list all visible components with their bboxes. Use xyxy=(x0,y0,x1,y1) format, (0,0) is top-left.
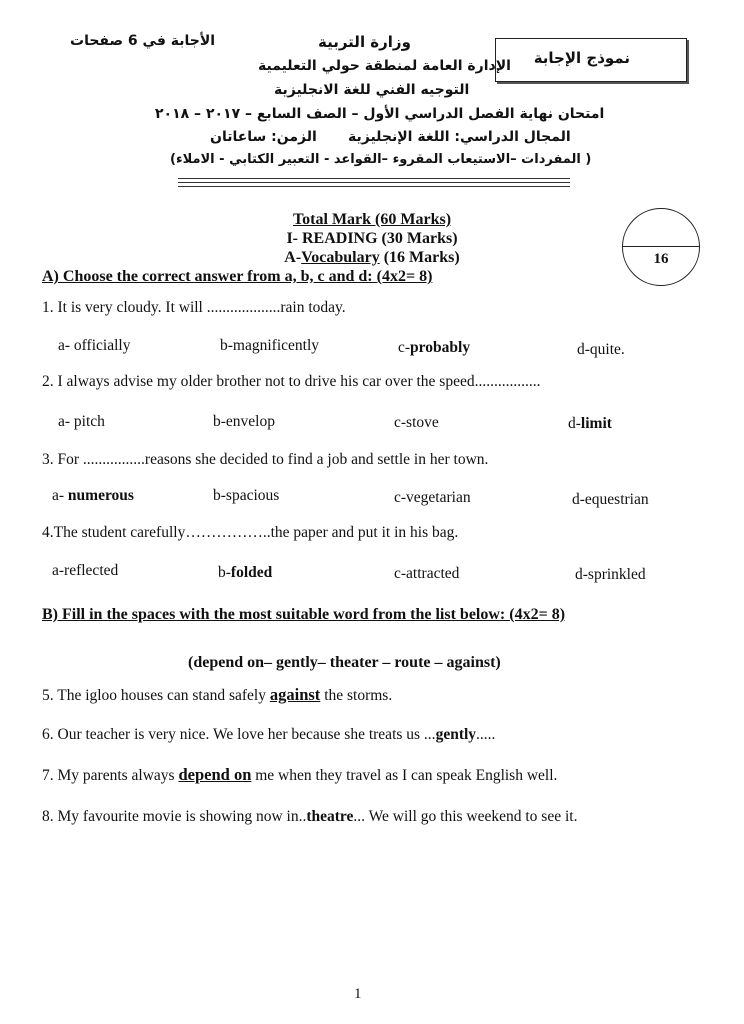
q1-option-c: c-probably xyxy=(398,339,471,356)
sentence-7: 7. My parents always depend on me when they travel as I can speak English well. xyxy=(42,765,558,784)
answer-depend-on: depend on xyxy=(178,765,252,784)
q3-option-b: b-spacious xyxy=(213,487,280,504)
header-divider-2 xyxy=(178,182,570,183)
header-divider-1 xyxy=(178,178,570,179)
sentence-8: 8. My favourite movie is showing now in..theatre... We will go this weekend to see it. xyxy=(42,808,578,825)
exam-subject: المجال الدراسي: اللغة الإنجليزية xyxy=(348,129,571,145)
question-2: 2. I always advise my older brother not to drive his car over the speed................. xyxy=(42,373,541,390)
q1-option-a: a- officially xyxy=(58,337,131,354)
q3-option-c: c-vegetarian xyxy=(394,489,471,506)
answer-pages-note: الأجابة في 6 صفحات xyxy=(70,33,216,49)
supervision-name: التوجيه الفني للغة الانجليزية xyxy=(274,82,470,98)
section-b-heading: B) Fill in the spaces with the most suitable word from the list below: (4x2= 8) xyxy=(42,606,566,623)
sentence-6: 6. Our teacher is very nice. We love her because she treats us ...gently..... xyxy=(42,726,496,743)
q3-option-d: d-equestrian xyxy=(572,491,649,508)
q1-option-b: b-magnificently xyxy=(220,337,320,354)
directorate-name: الإدارة العامة لمنطقة حولي التعليمية xyxy=(258,58,511,74)
answer-against: against xyxy=(269,685,321,704)
score-circle xyxy=(622,208,700,286)
page-number: 1 xyxy=(354,986,362,1002)
q4-option-a: a-reflected xyxy=(52,562,119,579)
question-1: 1. It is very cloudy. It will ...................rain today. xyxy=(42,299,346,316)
section-a-heading: A) Choose the correct answer from a, b, c and d: (4x2= 8) xyxy=(42,268,433,285)
question-4: 4.The student carefully……………..the paper and put it in his bag. xyxy=(42,524,459,541)
word-list: (depend on– gently– theater – route – against) xyxy=(188,654,501,671)
answer-theatre: theatre xyxy=(306,808,354,825)
sentence-5: 5. The igloo houses can stand safely against the storms. xyxy=(42,685,393,704)
ministry-name: وزارة التربية xyxy=(318,33,411,51)
q2-option-c: c-stove xyxy=(394,414,439,431)
q4-option-b: b-folded xyxy=(218,564,273,581)
exam-title: امتحان نهاية الفصل الدراسي الأول – الصف السابع – ٢٠١٧ – ٢٠١٨ xyxy=(155,106,605,122)
q2-option-d: d-limit xyxy=(568,415,612,432)
reading-title: I- READING (30 Marks) xyxy=(286,230,458,247)
total-mark-title: Total Mark (60 Marks) xyxy=(292,211,452,228)
q4-option-c: c-attracted xyxy=(394,565,460,582)
score-value: 16 xyxy=(653,251,669,267)
q2-option-a: a- pitch xyxy=(58,413,105,430)
answer-gently: gently xyxy=(435,726,477,743)
q1-option-d: d-quite. xyxy=(577,341,625,358)
q3-option-a: a- numerous xyxy=(52,487,134,504)
q2-option-b: b-envelop xyxy=(213,413,275,430)
exam-time: الزمن: ساعاتان xyxy=(210,129,317,145)
model-answer-box xyxy=(495,38,687,82)
question-3: 3. For ................reasons she decided to find a job and settle in her town. xyxy=(42,451,489,468)
exam-parts: ( المفردات –الاستيعاب المقروء –القواعد - التعبير الكتابي - الاملاء) xyxy=(170,152,592,167)
model-answer-label: نموذج الإجابة xyxy=(533,49,630,67)
header-divider-3 xyxy=(178,186,570,187)
vocabulary-title: A-Vocabulary (16 Marks) xyxy=(284,249,460,266)
q4-option-d: d-sprinkled xyxy=(575,566,646,583)
